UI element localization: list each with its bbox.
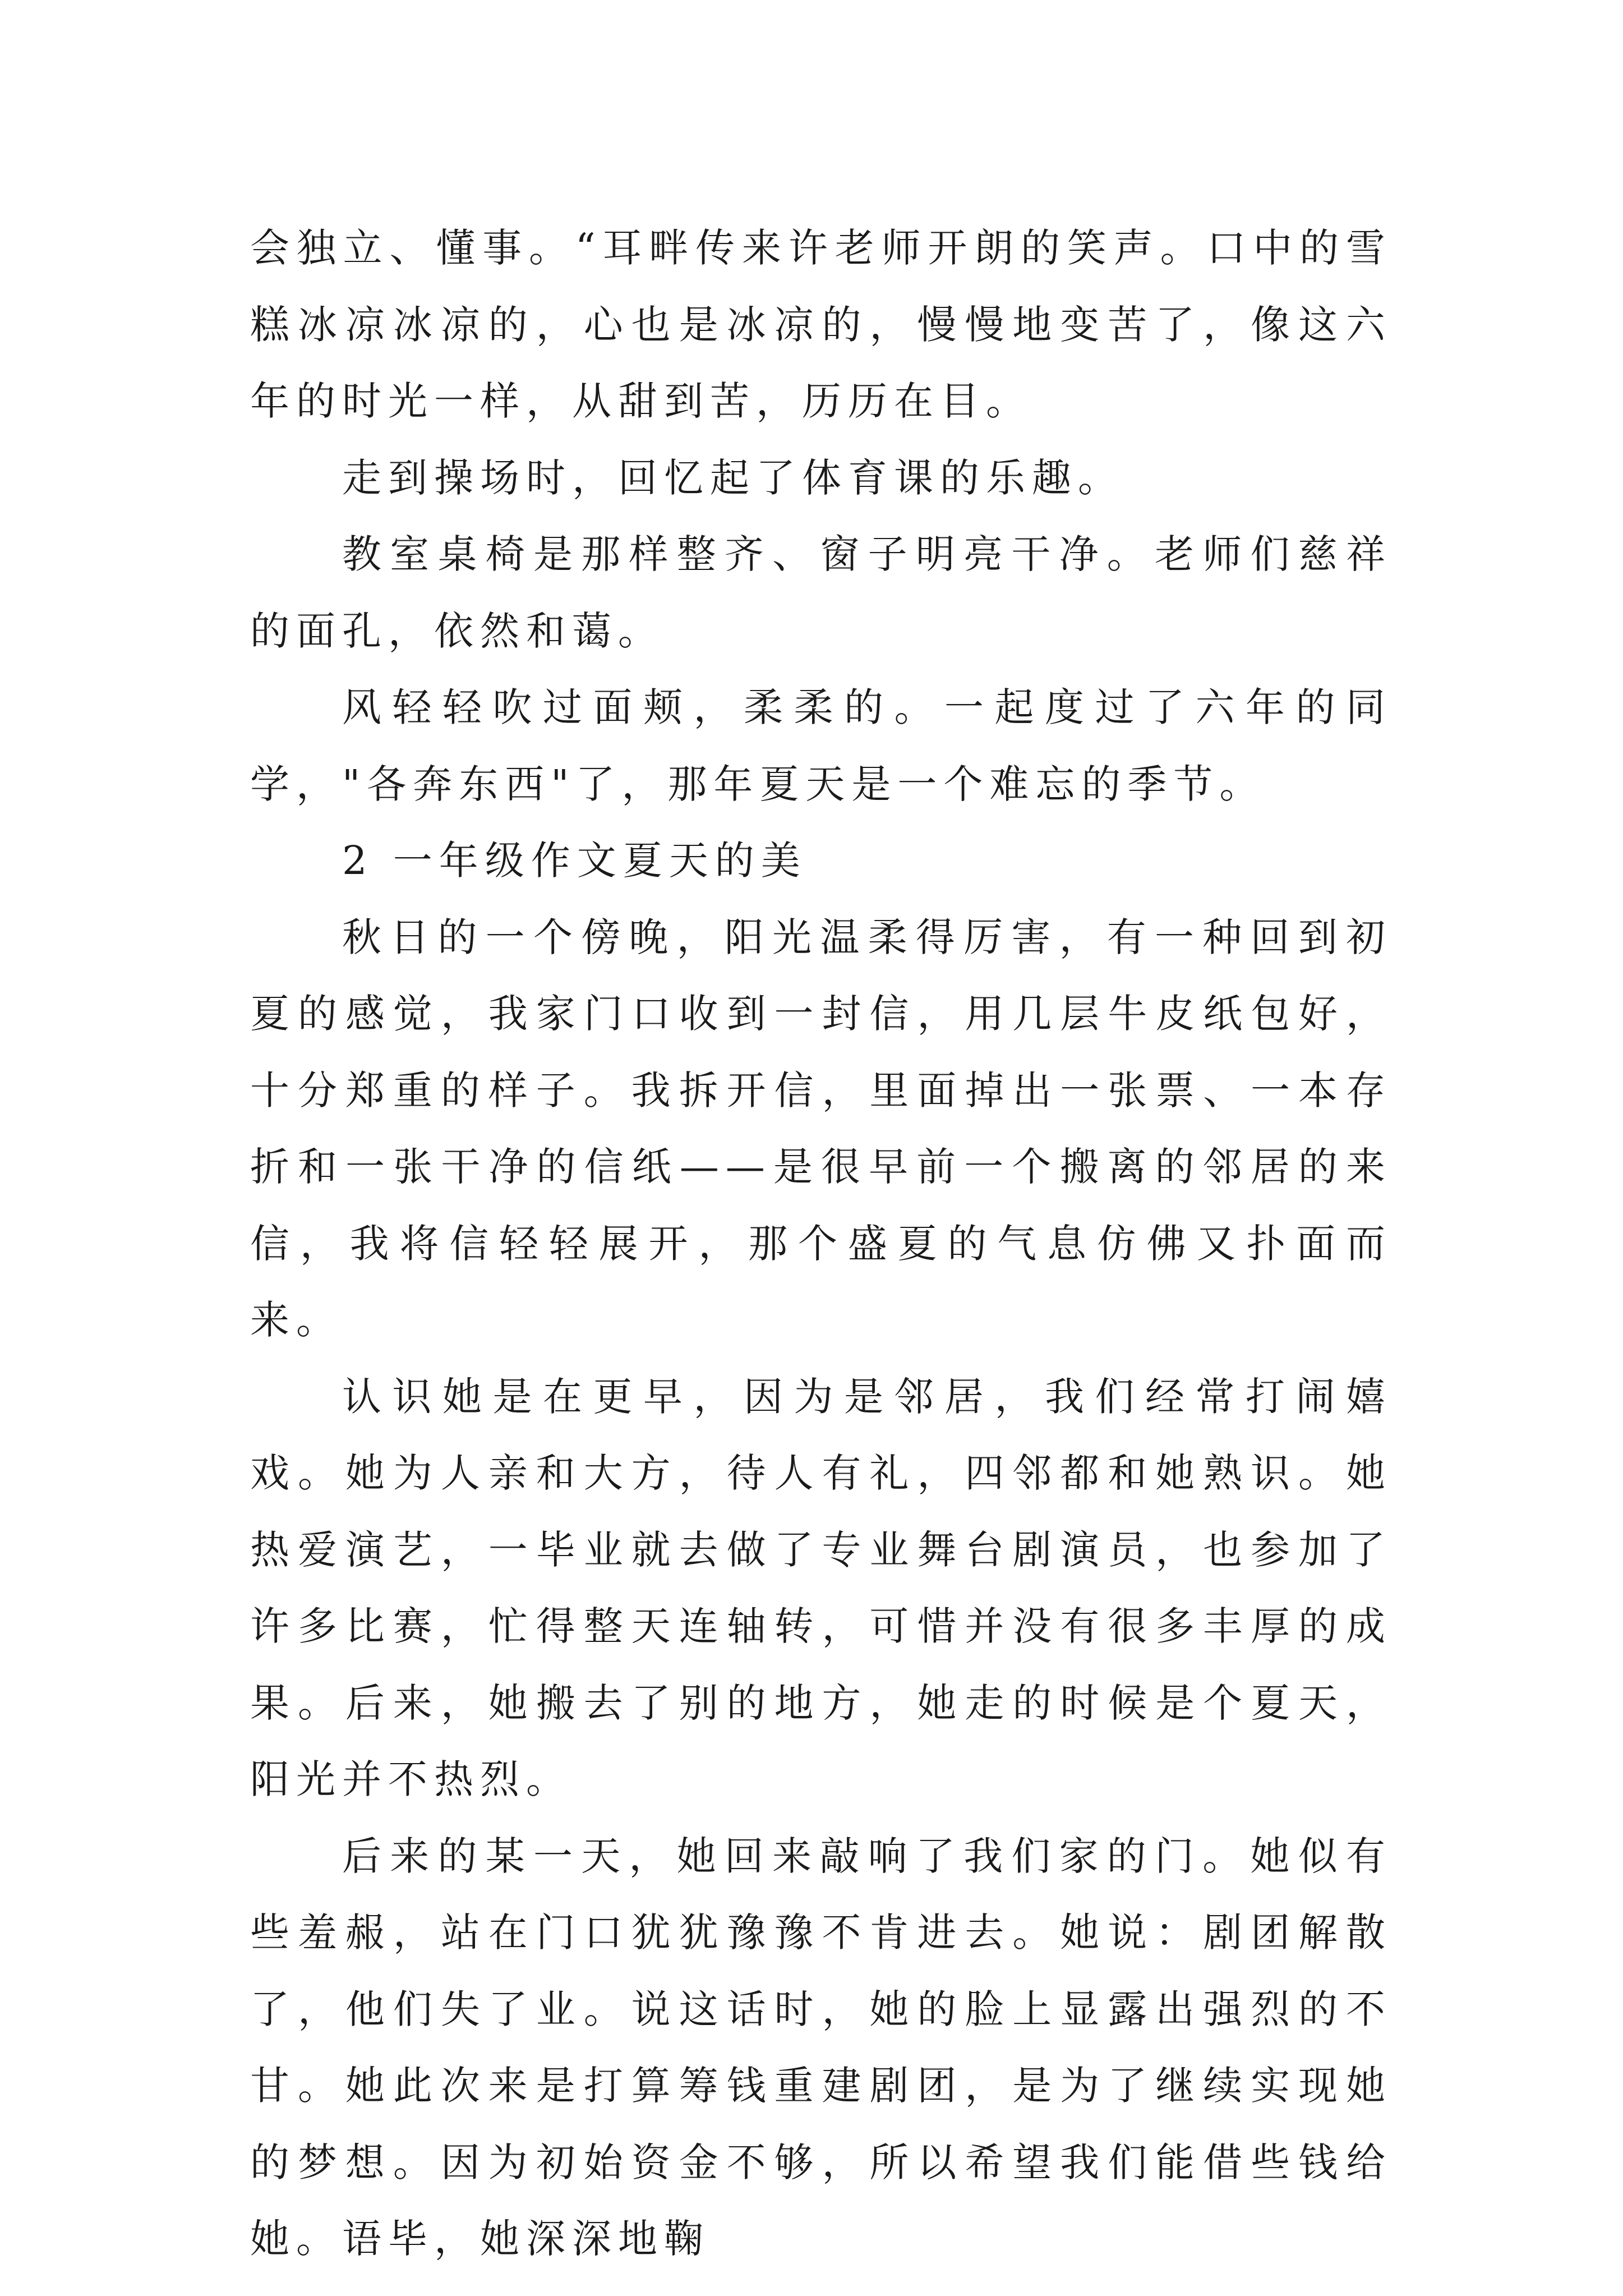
paragraph-continued: 会独立、懂事。“耳畔传来许老师开朗的笑声。口中的雪糕冰凉冰凉的，心也是冰凉的，慢慢地变苦了，像这六年的时光一样，从甜到苦，历历在目。 bbox=[250, 225, 1392, 424]
paragraph: 风轻轻吹过面颊，柔柔的。一起度过了六年的同学，"各奔东西"了，那年夏天是一个难忘的季节。 bbox=[250, 684, 1392, 807]
paragraph: 走到操场时，回忆起了体育课的乐趣。 bbox=[342, 454, 1124, 501]
document-body bbox=[250, 210, 1392, 2277]
paragraph: 秋日的一个傍晚，阳光温柔得厉害，有一种回到初夏的感觉，我家门口收到一封信，用几层牛皮纸包好，十分郑重的样子。我拆开信，里面掉出一张票、一本存折和一张干净的信纸——是很早前一个搬离的邻居的来信，我将信轻轻展开，那个盛夏的气息仿佛又扑面而来。 bbox=[250, 914, 1392, 1343]
section-heading: 2 一年级作文夏天的美 bbox=[342, 838, 807, 884]
paragraph: 教室桌椅是那样整齐、窗子明亮干净。老师们慈祥的面孔，依然和蔼。 bbox=[250, 531, 1392, 654]
paragraph: 后来的某一天，她回来敲响了我们家的门。她似有些羞赧，站在门口犹犹豫豫不肯进去。她说：剧团解散了，他们失了业。说这话时，她的脸上显露出强烈的不甘。她此次来是打算筹钱重建剧团，是为了继续实现她的梦想。因为初始资金不够，所以希望我们能借些钱给她。语毕，她深深地鞠 bbox=[250, 1833, 1392, 2262]
paragraph: 认识她是在更早，因为是邻居，我们经常打闹嬉戏。她为人亲和大方，待人有礼，四邻都和她熟识。她热爱演艺，一毕业就去做了专业舞台剧演员，也参加了许多比赛，忙得整天连轴转，可惜并没有很多丰厚的成果。后来，她搬去了别的地方，她走的时候是个夏天，阳光并不热烈。 bbox=[250, 1373, 1392, 1802]
